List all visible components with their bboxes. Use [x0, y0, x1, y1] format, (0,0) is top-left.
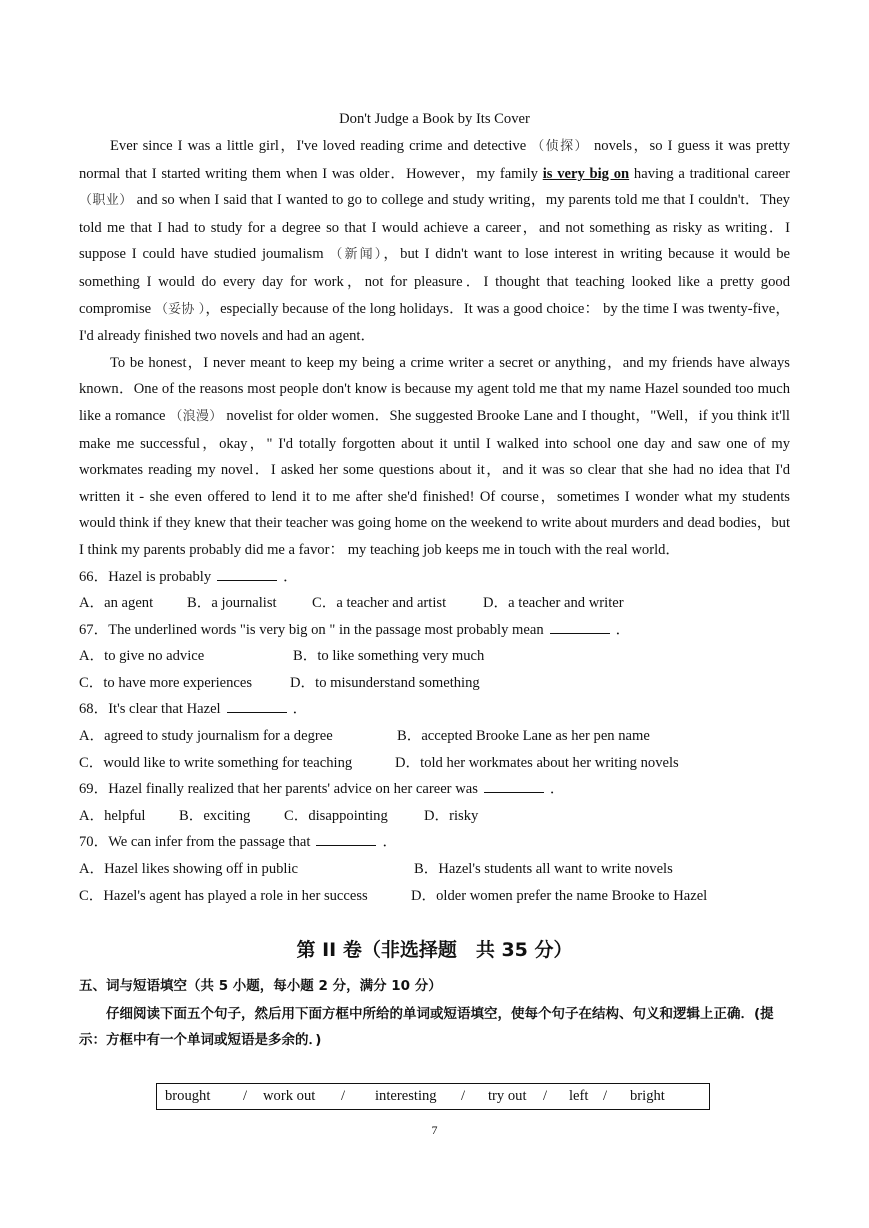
options-68-row-1	[79, 723, 790, 750]
options-69	[79, 803, 790, 830]
section-5-heading: 五、词与短语填空（共 5 小题，每小题 2 分，满分 10 分）	[79, 978, 442, 995]
question-66	[79, 564, 790, 591]
options-66	[79, 590, 790, 617]
text-span: novelist for older women．She suggested Brooke Lane and I thought，"Well，if you think it'll make me successful，okay，" I'd totally forgotten about it until I walked into school one day and saw one of my workmates reading my novel．I asked her some questions about it，and it was so clear that she had no idea that I'd written it - she even offered to lend it to me after she'd finished! Of course，sometimes I wonder what my students would think if they knew that their teacher was going home on the weekend to write about murders and dead bodies，but I think my parents probably did me a favor： my teaching job keeps me in touch with the real world．	[79, 407, 790, 558]
question-69	[79, 776, 790, 803]
section-2-title: 第 II 卷（非选择题 共 35 分）	[296, 939, 573, 962]
gloss-span: （浪漫）	[169, 408, 223, 424]
passage-paragraph-1	[79, 133, 790, 350]
question-stem: 69．Hazel finally realized that her parents' advice on her career was	[79, 781, 478, 798]
question-68	[79, 696, 790, 723]
option-c[interactable]: C．Hazel's agent has played a role in her success	[79, 887, 368, 904]
question-stem: 70．We can infer from the passage that	[79, 834, 311, 851]
question-end: ．	[382, 834, 398, 851]
option-a[interactable]: A．Hazel likes showing off in public	[79, 861, 299, 878]
option-d[interactable]: D．risky	[424, 807, 479, 824]
text-span: ，but I didn't want to lose interest in writing because it would be something I would do every day for work，not for pleasure．I thought that teaching looked like a pretty good compromise	[79, 246, 790, 317]
passage-title: Don't Judge a Book by Its Cover	[339, 111, 530, 127]
text-span: having a traditional career	[629, 165, 791, 182]
section-5-instruction: 仔细阅读下面五个句子，然后用下面方框中所给的单词或短语填空，使每个句子在结构、句义和逻辑上正确．(提示：方框中有一个单词或短语是多余的．)	[79, 1006, 774, 1049]
word-bank-item: left	[569, 1088, 589, 1104]
word-bank-item: bright	[630, 1088, 665, 1104]
text-span: To be honest，I never meant to keep my being a crime writer a secret or anything，and my friends have always known．One of the reasons most people don't know is because my agent told me that my name Hazel sounded too much like a romance	[79, 354, 790, 424]
word-separator: /	[341, 1088, 346, 1104]
option-d[interactable]: D．older women prefer the name Brooke to Hazel	[411, 887, 708, 904]
exam-page	[79, 108, 790, 1053]
question-70	[79, 829, 790, 856]
question-stem: 66．Hazel is probably	[79, 568, 212, 585]
answer-blank	[316, 833, 376, 846]
answer-blank	[227, 700, 287, 713]
question-67	[79, 617, 790, 644]
option-b[interactable]: B．Hazel's students all want to write novels	[414, 861, 673, 878]
options-68-row-2	[79, 750, 790, 777]
passage-paragraph-2	[79, 350, 790, 564]
text-span: and so when I said that I wanted to go to college and study writing，my parents told me that I couldn't．They told me that I had to study for a degree so that I would achieve a career，and not something as risky as writing．I suppose I could have studied joumalism	[79, 192, 790, 263]
word-bank-item: work out	[263, 1088, 316, 1104]
option-c[interactable]: C．would like to write something for teaching	[79, 754, 353, 771]
options-70-row-1	[79, 856, 790, 883]
answer-blank	[217, 568, 277, 581]
gloss-span: （职业）	[79, 193, 133, 209]
option-a[interactable]: A．to give no advice	[79, 648, 205, 665]
word-bank-item: brought	[165, 1088, 211, 1104]
option-d[interactable]: D．a teacher and writer	[483, 595, 624, 612]
underlined-phrase: is very big on	[542, 165, 630, 182]
answer-blank	[484, 780, 544, 793]
option-a[interactable]: A．an agent	[79, 595, 154, 612]
option-b[interactable]: B．to like something very much	[293, 648, 485, 665]
option-b[interactable]: B．a journalist	[187, 595, 277, 612]
question-end: ．	[615, 621, 631, 638]
option-d[interactable]: D．to misunderstand something	[290, 674, 480, 691]
options-70-row-2	[79, 883, 790, 910]
option-b[interactable]: B．accepted Brooke Lane as her pen name	[397, 728, 650, 745]
page-number: 7	[431, 1123, 438, 1137]
gloss-span: （妥协 ）	[154, 301, 206, 317]
option-d[interactable]: D．told her workmates about her writing novels	[395, 754, 679, 771]
gloss-span: （侦探）	[531, 139, 589, 154]
question-end: ．	[549, 781, 565, 798]
text-span: ，especially because of the long holidays．It was a good choice： by the time I was twenty-five，I'd already finished two novels and had an agent．	[79, 300, 790, 345]
options-67-row-1	[79, 643, 790, 670]
text-span: Ever since I was a little girl，I've loved reading crime and detective	[110, 138, 532, 154]
word-bank-item: try out	[488, 1088, 527, 1104]
word-bank-item: interesting	[375, 1088, 437, 1104]
option-a[interactable]: A．agreed to study journalism for a degree	[79, 728, 333, 745]
option-c[interactable]: C．a teacher and artist	[312, 595, 447, 612]
word-bank-box	[156, 1083, 710, 1110]
options-67-row-2	[79, 670, 790, 697]
option-c[interactable]: C．disappointing	[284, 807, 388, 824]
question-end: ．	[283, 568, 298, 585]
option-a[interactable]: A．helpful	[79, 807, 146, 824]
word-separator: /	[603, 1088, 608, 1104]
option-c[interactable]: C．to have more experiences	[79, 674, 253, 691]
gloss-span: （新闻）	[329, 247, 384, 263]
answer-blank	[550, 621, 610, 634]
word-separator: /	[461, 1088, 466, 1104]
word-separator: /	[543, 1088, 548, 1104]
question-stem: 67．The underlined words "is very big on " in the passage most probably mean	[79, 621, 544, 638]
option-b[interactable]: B．exciting	[179, 807, 251, 824]
question-end: ．	[292, 701, 308, 718]
word-separator: /	[243, 1088, 248, 1104]
text-span: novels，so I guess it was pretty normal that I started writing them when I was older．However，my family	[79, 138, 790, 182]
question-stem: 68．It's clear that Hazel	[79, 701, 221, 718]
